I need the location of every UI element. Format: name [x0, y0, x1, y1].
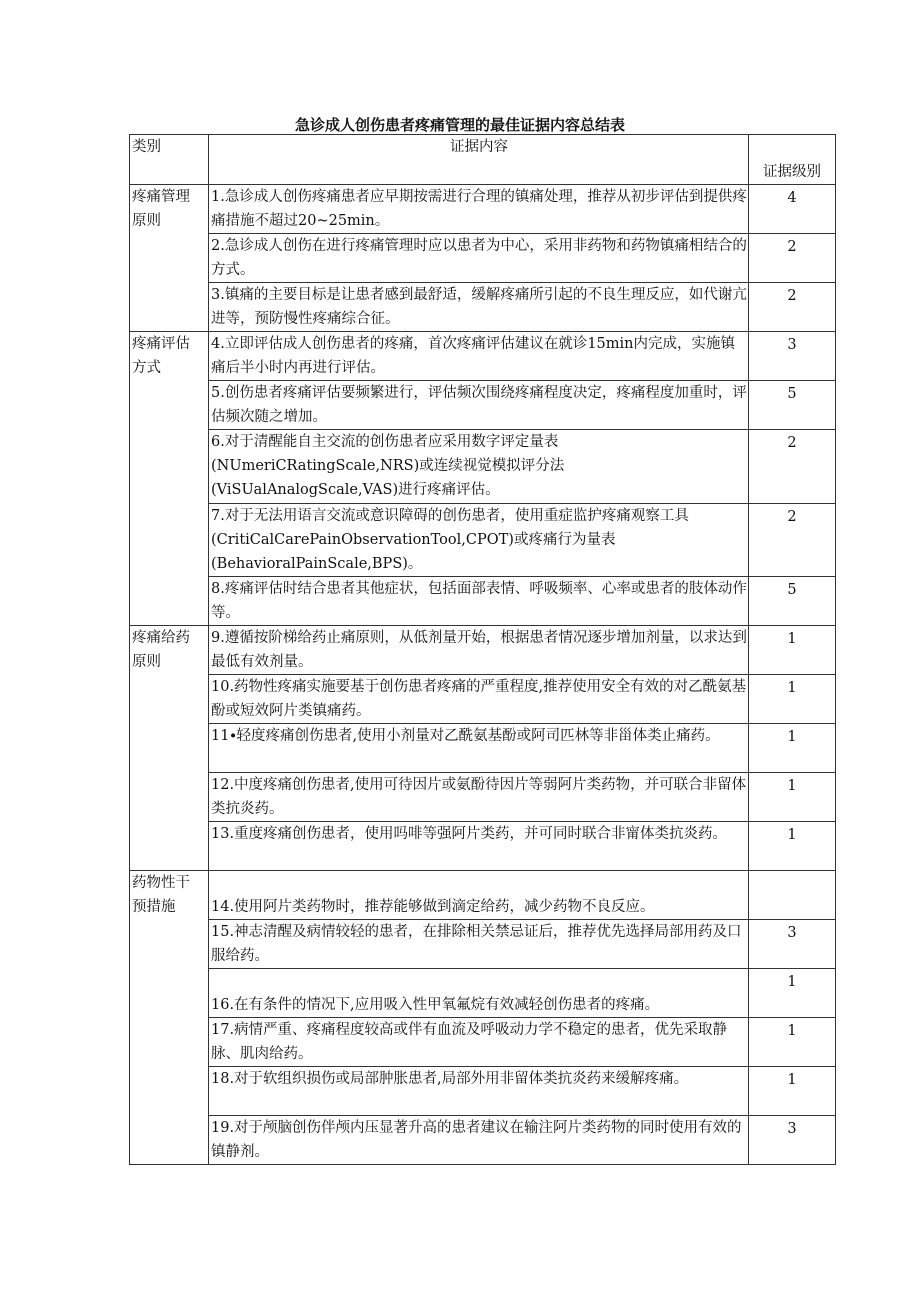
header-level: 证据级别 [749, 135, 836, 185]
evidence-level-cell: 2 [749, 430, 836, 504]
table-row [130, 430, 836, 504]
table-row [130, 675, 836, 724]
evidence-level-cell: 2 [749, 504, 836, 577]
header-content: 证据内容 [209, 135, 749, 185]
category-cell [130, 626, 209, 871]
evidence-level-cell: 1 [749, 675, 836, 724]
evidence-content-cell: 13.重度疼痛创伤患者，使用吗啡等强阿片类药，并可同时联合非甯体类抗炎药。 [209, 822, 749, 871]
evidence-content-cell: 2.急诊成人创伤在进行疼痛管理时应以患者为中心，采用非药物和药物镇痛相结合的方式。 [209, 234, 749, 283]
table-row [130, 381, 836, 430]
evidence-content-cell: 5.创伤患者疼痛评估要频繁进行，评估频次围绕疼痛程度决定，疼痛程度加重时，评估频次随之增加。 [209, 381, 749, 430]
evidence-content-cell: 7.对于无法用语言交流或意识障碍的创伤患者，使用重症监护疼痛观察工具(CritiCalCarePainObservationTool,CPOT)或疼痛行为量表(BehavioralPainScale,BPS)。 [209, 504, 749, 577]
table-row [130, 822, 836, 871]
evidence-level-cell: 2 [749, 283, 836, 332]
table-row [130, 504, 836, 577]
evidence-content-cell: 10.药物性疼痛实施要基于创伤患者疼痛的严重程度,推荐使用安全有效的对乙酰氨基酚或短效阿片类镇痛药。 [209, 675, 749, 724]
evidence-level-cell: 2 [749, 234, 836, 283]
category-cell [130, 185, 209, 332]
table-row [130, 1067, 836, 1116]
evidence-level-cell: 1 [749, 626, 836, 675]
evidence-level-cell: 1 [749, 1067, 836, 1116]
table-row [130, 920, 836, 969]
evidence-content-cell: 1.急诊成人创伤疼痛患者应早期按需进行合理的镇痛处理，推荐从初步评估到提供疼痛措施不超过20~25min。 [209, 185, 749, 234]
evidence-content-cell: 17.病情严重、疼痛程度较高或伴有血流及呼吸动力学不稳定的患者，优先采取静脉、肌肉给药。 [209, 1018, 749, 1067]
table-header-row [130, 135, 836, 185]
table-row [130, 1018, 836, 1067]
category-label: 疼痛评估方式 [132, 336, 190, 376]
table-row [130, 773, 836, 822]
evidence-content-cell: 11∙轻度疼痛创伤患者,使用小剂量对乙酰氨基酚或阿司匹林等非甾体类止痛药。 [209, 724, 749, 773]
evidence-content-cell: 16.在有条件的情况下,应用吸入性甲氧氟烷有效减轻创伤患者的疼痛。 [209, 969, 749, 1018]
evidence-content-cell: 3.镇痛的主要目标是让患者感到最舒适，缓解疼痛所引起的不良生理反应，如代谢亢进等，预防慢性疼痛综合征。 [209, 283, 749, 332]
evidence-content-cell: 8.疼痛评估时结合患者其他症状，包括面部表情、呼吸频率、心率或患者的肢体动作等。 [209, 577, 749, 626]
evidence-level-cell: 3 [749, 1116, 836, 1165]
evidence-level-cell: 1 [749, 724, 836, 773]
evidence-content-cell: 12.中度疼痛创伤患者,使用可待因片或氨酚待因片等弱阿片类药物，并可联合非留体类抗炎药。 [209, 773, 749, 822]
category-cell [130, 871, 209, 1165]
table-row [130, 283, 836, 332]
table-title: 急诊成人创伤患者疼痛管理的最佳证据内容总结表 [294, 116, 625, 134]
table-row [130, 871, 836, 920]
table-row [130, 1116, 836, 1165]
evidence-content-cell: 14.使用阿片类药物时，推荐能够做到滴定给药，减少药物不良反应。 [209, 871, 749, 920]
table-row [130, 234, 836, 283]
evidence-table [129, 134, 836, 1165]
evidence-level-cell: 5 [749, 577, 836, 626]
evidence-content-cell: 9.遵循按阶梯给药止痛原则，从低剂量开始，根据患者情况逐步增加剂量，以求达到最低有效剂量。 [209, 626, 749, 675]
evidence-level-cell: 5 [749, 381, 836, 430]
evidence-level-cell: 1 [749, 969, 836, 1018]
table-row [130, 185, 836, 234]
evidence-level-cell: 1 [749, 773, 836, 822]
evidence-content-cell: 6.对于清醒能自主交流的创伤患者应采用数字评定量表(NUmeriCRatingScale,NRS)或连续视觉模拟评分法(ViSUalAnalogScale,VAS)进行疼痛评估。 [209, 430, 749, 504]
table-row [130, 724, 836, 773]
table-row [130, 626, 836, 675]
header-category: 类别 [130, 135, 209, 185]
evidence-level-cell: 1 [749, 1018, 836, 1067]
evidence-level-cell: 1 [749, 822, 836, 871]
evidence-level-cell: 4 [749, 185, 836, 234]
table-row [130, 969, 836, 1018]
category-label: 疼痛给药原则 [132, 630, 190, 670]
evidence-level-cell: 3 [749, 920, 836, 969]
evidence-level-cell: 3 [749, 332, 836, 381]
evidence-level-cell [749, 871, 836, 920]
evidence-content-cell: 19.对于颅脑创伤伴颅内压显著升高的患者建议在输注阿片类药物的同时使用有效的镇静剂。 [209, 1116, 749, 1165]
category-label: 疼痛管理原则 [132, 189, 190, 229]
category-cell [130, 332, 209, 626]
evidence-content-cell: 4.立即评估成人创伤患者的疼痛，首次疼痛评估建议在就诊15min内完成，实施镇痛后半小时内再进行评估。 [209, 332, 749, 381]
evidence-table-body [130, 135, 836, 1165]
table-row [130, 332, 836, 381]
table-row [130, 577, 836, 626]
category-label: 药物性干预措施 [132, 875, 190, 915]
evidence-content-cell: 18.对于软组织损伤或局部肿胀患者,局部外用非留体类抗炎药来缓解疼痛。 [209, 1067, 749, 1116]
evidence-content-cell: 15.神志清醒及病情较轻的患者，在排除相关禁忌证后，推荐优先选择局部用药及口服给药。 [209, 920, 749, 969]
